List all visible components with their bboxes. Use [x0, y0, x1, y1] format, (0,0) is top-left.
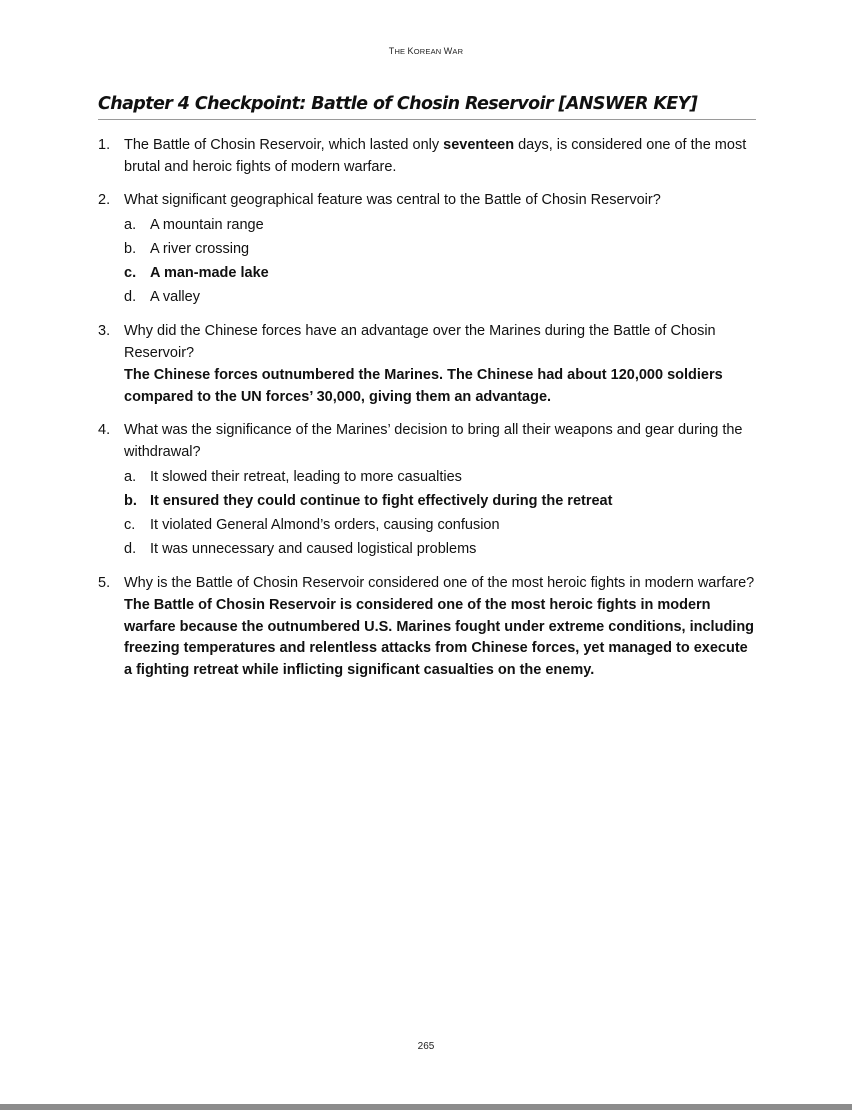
option-letter: a. — [124, 469, 137, 485]
question-4 — [98, 419, 758, 561]
running-header — [0, 46, 852, 56]
option-c — [124, 513, 758, 537]
question-list — [98, 134, 758, 692]
header-text: HE — [394, 47, 408, 56]
option-d — [124, 537, 758, 561]
option-letter: a. — [124, 217, 137, 233]
question-number: 1. — [98, 137, 111, 153]
option-text: A man-made lake — [150, 265, 269, 281]
question-5 — [98, 572, 758, 681]
answer-blank-filled: seventeen — [443, 137, 515, 153]
option-text: It ensured they could continue to fight effectively during the retreat — [150, 493, 613, 509]
header-initial: K — [407, 46, 414, 56]
option-text: It was unnecessary and caused logistical problems — [150, 541, 477, 557]
question-text: Why did the Chinese forces have an advantage over the Marines during the Battle of Chosin Reservoir? — [124, 323, 716, 361]
question-text: What was the significance of the Marines’ decision to bring all their weapons and gear during the withdrawal? — [124, 422, 743, 460]
question-3 — [98, 320, 758, 408]
option-letter: d. — [124, 541, 137, 557]
option-a — [124, 213, 758, 237]
option-text: A river crossing — [150, 241, 250, 257]
option-b — [124, 237, 758, 261]
question-number: 4. — [98, 422, 111, 438]
option-d — [124, 285, 758, 309]
question-number: 2. — [98, 192, 111, 208]
option-letter: c. — [124, 517, 136, 533]
option-a — [124, 465, 758, 489]
option-b-correct — [124, 489, 758, 513]
header-text: AR — [452, 47, 464, 56]
answer-text: The Battle of Chosin Reservoir is considered one of the most heroic fights in modern warfare because the outnumbered U.S. Marines fought under extreme conditions, including freezing temperatures and relentless attacks from Chinese forces, yet managed to execute a fighting retreat while inflicting significant casualties on the enemy. — [124, 597, 755, 678]
option-list — [124, 465, 758, 561]
question-number: 5. — [98, 575, 111, 591]
question-text-part: days, is considered one of the most brutal and heroic fights of modern warfare. — [124, 137, 747, 175]
option-text: A valley — [150, 289, 200, 305]
option-text: A mountain range — [150, 217, 264, 233]
option-letter: b. — [124, 493, 137, 509]
option-text: It violated General Almond’s orders, causing confusion — [150, 517, 500, 533]
question-1 — [98, 134, 758, 178]
answer-text: The Chinese forces outnumbered the Marines. The Chinese had about 120,000 soldiers compared to the UN forces’ 30,000, giving them an advantage. — [124, 367, 723, 405]
option-letter: c. — [124, 265, 137, 281]
option-letter: d. — [124, 289, 137, 305]
header-initial: W — [443, 46, 453, 56]
option-list — [124, 213, 758, 309]
question-text — [124, 134, 758, 178]
question-text: What significant geographical feature was central to the Battle of Chosin Reservoir? — [124, 192, 661, 208]
question-text-part: The Battle of Chosin Reservoir, which lasted only — [124, 137, 444, 153]
viewer-bottom-bar — [0, 1104, 852, 1110]
question-text: Why is the Battle of Chosin Reservoir considered one of the most heroic fights in modern warfare? — [124, 575, 755, 591]
header-initial: T — [388, 46, 395, 56]
page-title: Chapter 4 Checkpoint: Battle of Chosin Reservoir [ANSWER KEY] — [98, 94, 756, 120]
question-number: 3. — [98, 323, 111, 339]
option-c-correct — [124, 261, 758, 285]
option-letter: b. — [124, 241, 137, 257]
page-number: 265 — [417, 1041, 435, 1052]
header-text: OREAN — [413, 47, 444, 56]
question-2 — [98, 189, 758, 309]
option-text: It slowed their retreat, leading to more casualties — [150, 469, 462, 485]
